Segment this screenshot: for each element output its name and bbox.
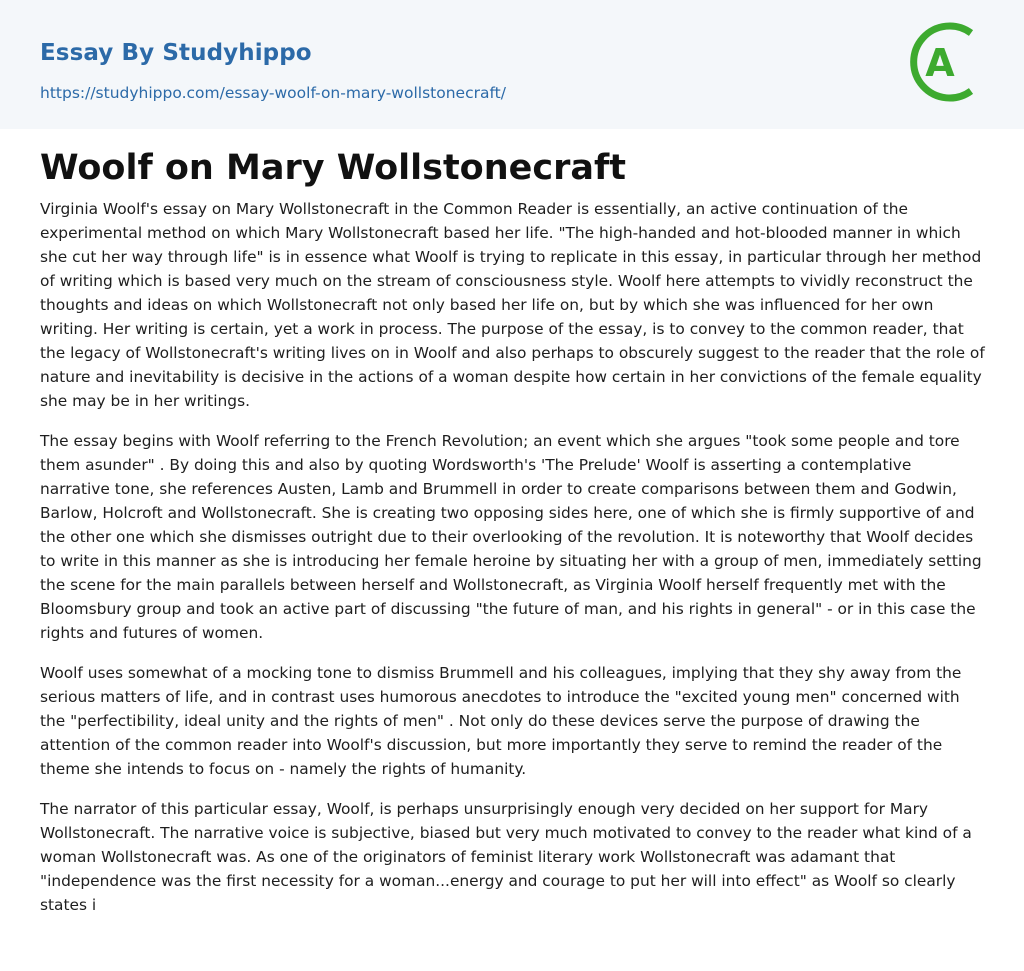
logo-letter: A	[925, 41, 955, 85]
studyhippo-logo-icon[interactable]	[905, 18, 991, 106]
article-paragraph-4: The narrator of this particular essay, Woolf, is perhaps unsurprisingly enough very decided on her support for Mary Wollstonecraft. The narrative voice is subjective, biased but very much motivated to convey to the reader what kind of a woman Wollstonecraft was. As one of the originators of feminist literary work Wollstonecraft was adamant that "independence was the first necessity for a woman...energy and courage to put her will into effect" as Woolf so clearly states i	[40, 800, 972, 914]
source-url-link[interactable]: https://studyhippo.com/essay-woolf-on-mary-wollstonecraft/	[40, 84, 506, 102]
article-paragraph-1: Virginia Woolf's essay on Mary Wollstonecraft in the Common Reader is essentially, an active continuation of the experimental method on which Mary Wollstonecraft based her life. "The high-handed and hot-blooded manner in which she cut her way through life" is in essence what Woolf is trying to replicate in this essay, in particular through her method of writing which is based very much on the stream of consciousness style. Woolf here attempts to vividly reconstruct the thoughts and ideas on which Wollstonecraft not only based her life on, but by which she was influenced for her own writing. Her writing is certain, yet a work in process. The purpose of the essay, is to convey to the common reader, that the legacy of Wollstonecraft's writing lives on in Woolf and also perhaps to obscurely suggest to the reader that the role of nature and inevitability is decisive in the actions of a woman despite how certain in her convictions of the female equality she may be in her writings.	[40, 200, 985, 410]
article-paragraph-3: Woolf uses somewhat of a mocking tone to dismiss Brummell and his colleagues, implying that they shy away from the serious matters of life, and in contrast uses humorous anecdotes to introduce the "excited young men" concerned with the "perfectibility, ideal unity and the rights of men" . Not only do these devices serve the purpose of drawing the attention of the common reader into Woolf's discussion, but more importantly they serve to remind the reader of the theme she intends to focus on - namely the rights of humanity.	[40, 664, 962, 778]
site-name[interactable]: Essay By Studyhippo	[40, 40, 312, 66]
article-paragraph-2: The essay begins with Woolf referring to the French Revolution; an event which she argues "took some people and tore them asunder" . By doing this and also by quoting Wordsworth's 'The Prelude' Woolf is asserting a contemplative narrative tone, she references Austen, Lamb and Brummell in order to create comparisons between them and Godwin, Barlow, Holcroft and Wollstonecraft. She is creating two opposing sides here, one of which she is firmly supportive of and the other one which she dismisses outright due to their overlooking of the revolution. It is noteworthy that Woolf decides to write in this manner as she is introducing her female heroine by situating her with a group of men, immediately setting the scene for the main parallels between herself and Wollstonecraft, as Virginia Woolf herself frequently met with the Bloomsbury group and took an active part of discussing "the future of man, and his rights in general" - or in this case the rights and futures of women.	[40, 432, 982, 642]
site-header	[0, 0, 1024, 129]
page-title: Woolf on Mary Wollstonecraft	[40, 148, 626, 188]
article	[40, 145, 986, 917]
